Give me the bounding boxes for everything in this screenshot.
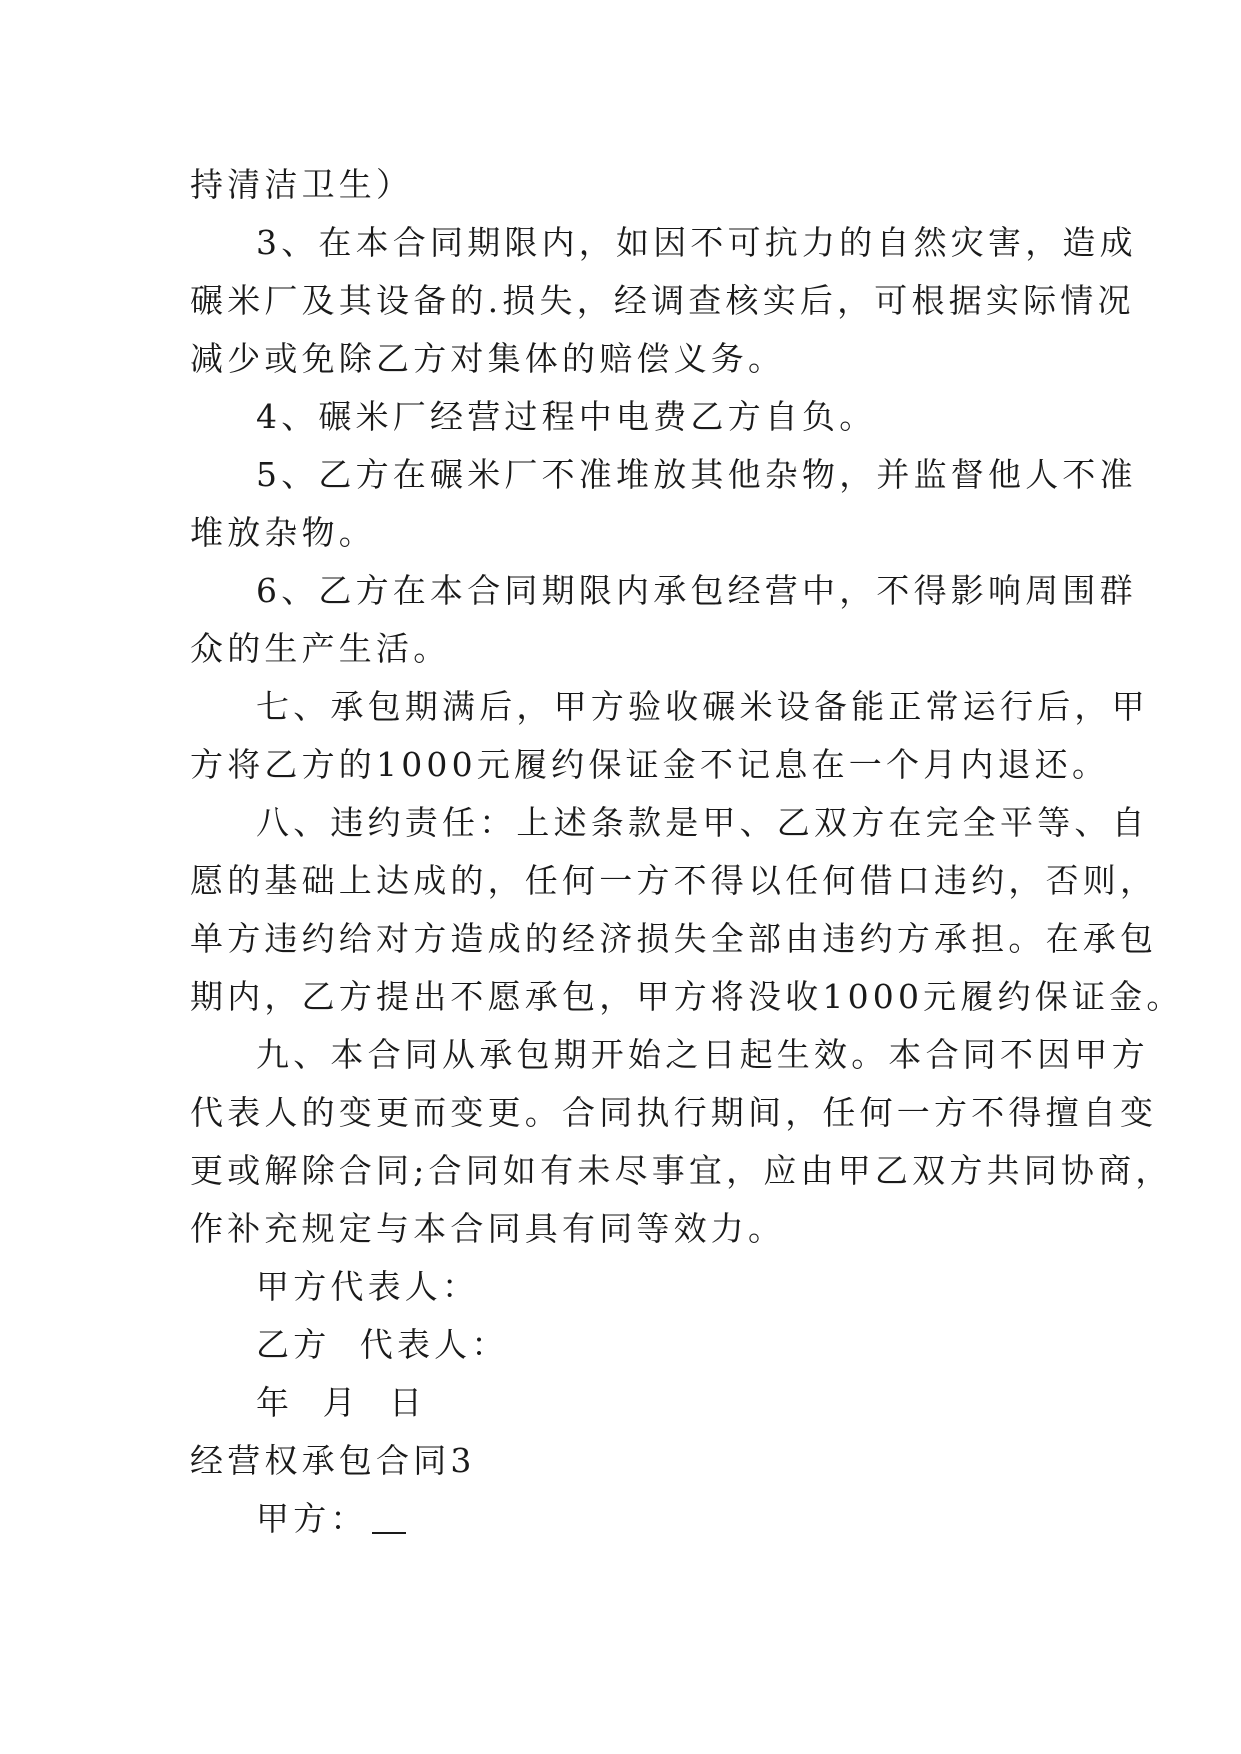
text-line: 持清洁卫生） bbox=[190, 165, 414, 204]
text-line: 愿的基础上达成的，任何一方不得以任何借口违约，否则， bbox=[190, 861, 1158, 900]
text-line: 减少或免除乙方对集体的赔偿义务。 bbox=[190, 339, 786, 378]
clause-nine: 九、本合同从承包期开始之日起生效。本合同不因甲方 bbox=[256, 1035, 1149, 1074]
clause-3: 3、在本合同期限内，如因不可抗力的自然灾害，造成 bbox=[256, 223, 1137, 262]
signature-date: 年 月 日 bbox=[256, 1383, 427, 1422]
clause-seven: 七、承包期满后，甲方验收碾米设备能正常运行后，甲 bbox=[256, 687, 1149, 726]
clause-4: 4、碾米厂经营过程中电费乙方自负。 bbox=[256, 397, 877, 436]
text-line: 作补充规定与本合同具有同等效力。 bbox=[190, 1209, 786, 1248]
text-line: 堆放杂物。 bbox=[190, 513, 376, 552]
text-line: 方将乙方的1000元履约保证金不记息在一个月内退还。 bbox=[190, 745, 1110, 784]
fill-in-blank bbox=[372, 1502, 406, 1534]
party-a-representative: 甲方代表人： bbox=[256, 1267, 480, 1306]
section-heading: 经营权承包合同3 bbox=[190, 1441, 476, 1480]
party-a-line bbox=[190, 1490, 1070, 1548]
clause-eight: 八、违约责任：上述条款是甲、乙双方在完全平等、自 bbox=[256, 803, 1149, 842]
text-line: 众的生产生活。 bbox=[190, 629, 451, 668]
clause-6: 6、乙方在本合同期限内承包经营中，不得影响周围群 bbox=[256, 571, 1137, 610]
clause-5: 5、乙方在碾米厂不准堆放其他杂物，并监督他人不准 bbox=[256, 455, 1137, 494]
document-body bbox=[190, 156, 1184, 1548]
party-b-representative: 乙方 代表人： bbox=[256, 1325, 509, 1364]
text-line: 期内，乙方提出不愿承包，甲方将没收1000元履约保证金。 bbox=[190, 977, 1184, 1016]
text-line: 碾米厂及其设备的.损失，经调查核实后，可根据实际情况 bbox=[190, 281, 1135, 320]
party-a-label: 甲方： bbox=[256, 1499, 368, 1538]
text-line: 更或解除合同;合同如有未尽事宜，应由甲乙双方共同协商， bbox=[190, 1151, 1173, 1190]
text-line: 单方违约给对方造成的经济损失全部由违约方承担。在承包 bbox=[190, 919, 1158, 958]
text-line: 代表人的变更而变更。合同执行期间，任何一方不得擅自变 bbox=[190, 1093, 1158, 1132]
